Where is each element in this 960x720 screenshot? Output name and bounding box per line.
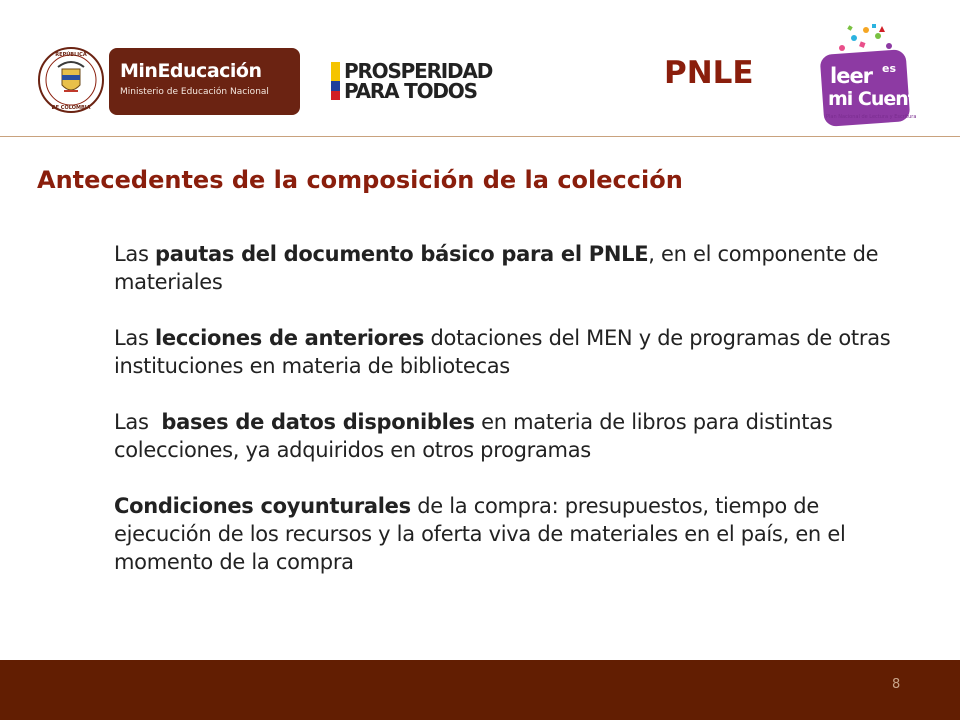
mineducacion-logo (109, 48, 300, 115)
campaign-word-leer: leer (830, 64, 873, 88)
slide-header (0, 0, 960, 137)
item-emphasis: pautas del documento básico para el PNLE (155, 242, 649, 266)
svg-text:REPÚBLICA: REPÚBLICA (55, 52, 87, 58)
slide-title: Antecedentes de la composición de la colección (37, 166, 683, 194)
leer-es-mi-cuento-logo (818, 22, 928, 130)
bullet-list (114, 240, 914, 604)
program-acronym: PNLE (664, 55, 754, 91)
colombia-coat-of-arms-seal (38, 47, 104, 113)
header-divider (0, 136, 960, 137)
ministry-subtitle: Ministerio de Educación Nacional (120, 87, 269, 97)
item-prefix: Las (114, 326, 155, 350)
item-prefix: Las (114, 410, 162, 434)
item-prefix: Las (114, 242, 155, 266)
item-text: dotaciones del MEN y de programas de otras instituciones en materia de bibliotecas (114, 326, 891, 378)
footer-band (0, 660, 960, 720)
ministry-name: MinEducación (120, 60, 262, 82)
colombia-flag-icon (331, 62, 340, 100)
campaign-word-mi-cuento: mi Cuento (828, 88, 928, 110)
item-text: en materia de libros para distintas colecciones, ya adquiridos en otros programas (114, 410, 833, 462)
slogan-line-1: PROSPERIDAD (344, 59, 493, 83)
item-emphasis: bases de datos disponibles (161, 410, 475, 434)
item-text: de la compra: presupuestos, tiempo de ejecución de los recursos y la oferta viva de materiales en el país, en el momento de la compra (114, 494, 846, 574)
item-emphasis: lecciones de anteriores (155, 326, 425, 350)
item-emphasis: Condiciones coyunturales (114, 494, 411, 518)
list-item (114, 240, 914, 296)
list-item (114, 408, 914, 464)
campaign-word-es: es (882, 62, 897, 75)
svg-text:DE COLOMBIA: DE COLOMBIA (51, 105, 91, 111)
prosperidad-para-todos-logo (331, 61, 496, 105)
slogan-line-2: PARA TODOS (344, 79, 477, 103)
list-item (114, 492, 914, 576)
page-number: 8 (892, 677, 901, 692)
item-text: , en el componente de materiales (114, 242, 879, 294)
list-item (114, 324, 914, 380)
campaign-tagline: Plan Nacional de Lectura y Escritura (826, 114, 917, 120)
